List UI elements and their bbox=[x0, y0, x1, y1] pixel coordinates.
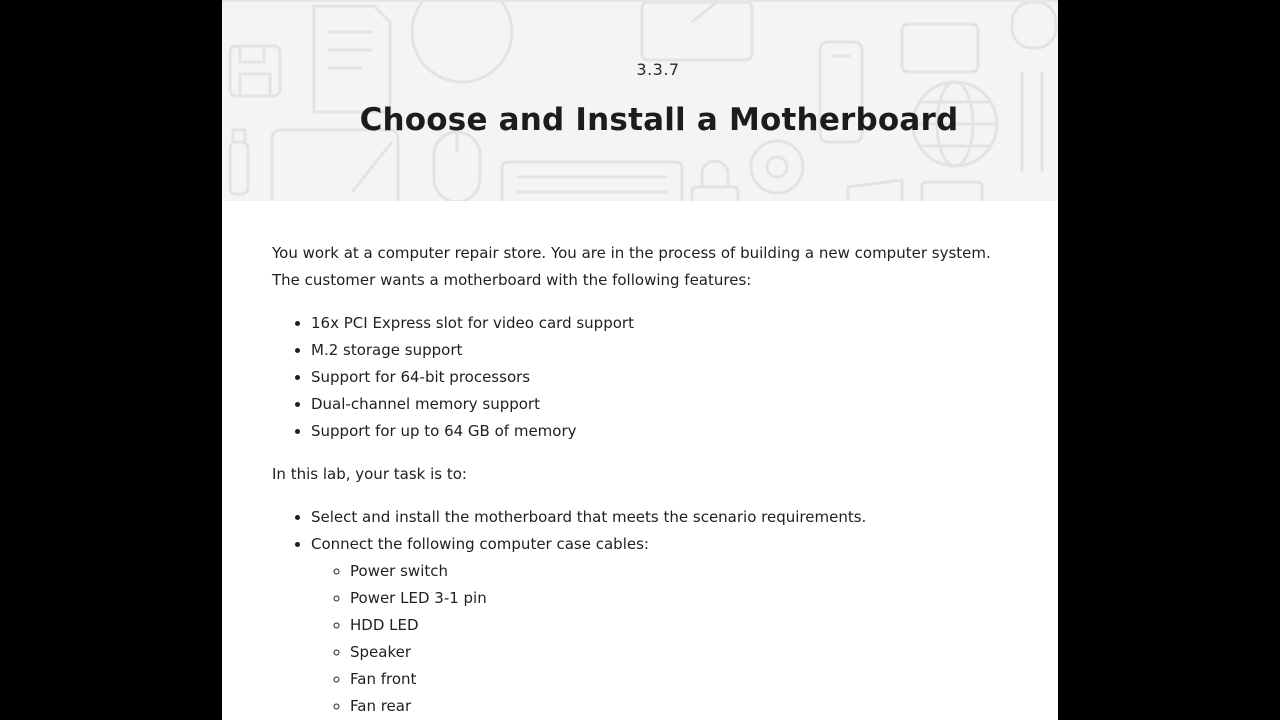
list-item: • 16x PCI Express slot for video card support bbox=[311, 310, 1012, 337]
gear-icon bbox=[751, 141, 803, 193]
header-banner bbox=[222, 0, 1058, 201]
monitor-icon bbox=[642, 2, 752, 60]
list-item: • Support for up to 64 GB of memory bbox=[311, 418, 1012, 445]
lab-page bbox=[222, 0, 1058, 720]
cable-list bbox=[311, 558, 1012, 720]
list-item: ◦ Speaker bbox=[350, 639, 1012, 666]
list-item: ◦ Fan rear bbox=[350, 693, 1012, 720]
list-item: • M.2 storage support bbox=[311, 337, 1012, 364]
list-item: ◦ HDD LED bbox=[350, 612, 1012, 639]
list-item: • Select and install the motherboard that meets the scenario requirements. bbox=[311, 504, 1012, 531]
lab-content bbox=[272, 240, 1012, 720]
lock-icon bbox=[692, 161, 738, 201]
task-intro: In this lab, your task is to: bbox=[272, 465, 467, 483]
list-item: ◦ Power LED 3-1 pin bbox=[350, 585, 1012, 612]
task-list bbox=[272, 504, 1012, 720]
document-icon bbox=[314, 6, 390, 112]
list-item: • Dual-channel memory support bbox=[311, 391, 1012, 418]
stand-icon bbox=[1012, 2, 1056, 172]
feature-list bbox=[272, 310, 1012, 445]
list-item: ◦ Fan front bbox=[350, 666, 1012, 693]
list-item: ◦ Power switch bbox=[350, 558, 1012, 585]
list-item bbox=[311, 531, 1012, 720]
usb-drive-icon bbox=[230, 130, 248, 194]
windows-logo-icon bbox=[848, 180, 902, 201]
list-item-label: Connect the following computer case cables: bbox=[311, 535, 649, 553]
scenario-intro: You work at a computer repair store. You are in the process of building a new computer system. The customer wants a motherboard with the following features: bbox=[272, 244, 991, 289]
tablet-icon bbox=[272, 130, 398, 201]
page-title: Choose and Install a Motherboard bbox=[359, 102, 959, 138]
section-number: 3.3.7 bbox=[636, 60, 680, 79]
keyboard-icon bbox=[502, 162, 682, 201]
list-item: • Support for 64-bit processors bbox=[311, 364, 1012, 391]
